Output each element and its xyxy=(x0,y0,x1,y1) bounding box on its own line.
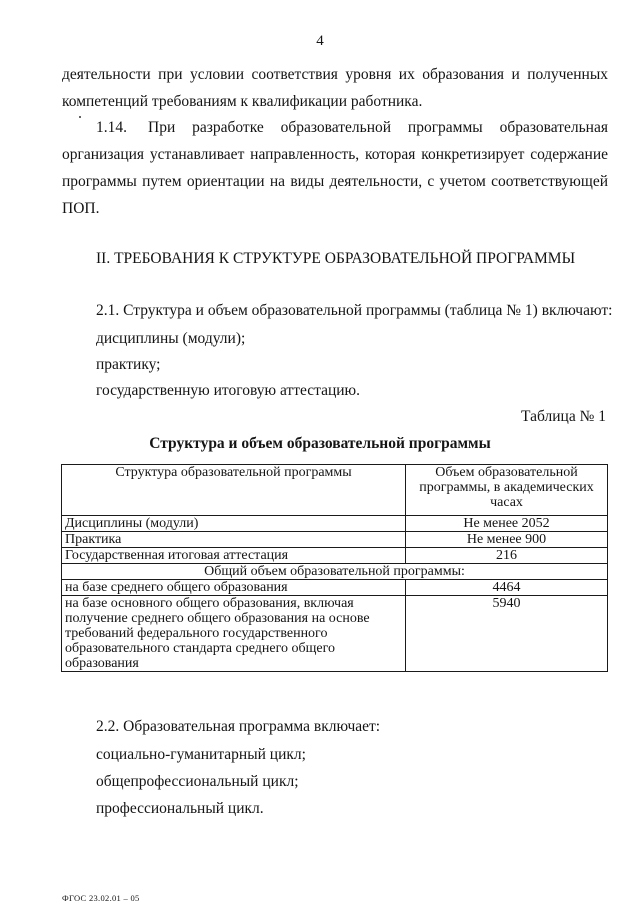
section-title: II. ТРЕБОВАНИЯ К СТРУКТУРЕ ОБРАЗОВАТЕЛЬНОЙ ПРОГРАММЫ xyxy=(96,250,576,267)
table-row xyxy=(62,580,608,596)
table-cell: Практика xyxy=(62,532,406,548)
list-item: профессиональный цикл. xyxy=(96,800,264,817)
scan-speck xyxy=(79,116,81,118)
table-cell: на базе среднего общего образования xyxy=(62,580,406,596)
header-cell: Объем образовательной программы, в академических часах xyxy=(406,465,608,516)
header-cell: Структура образовательной программы xyxy=(62,465,406,516)
list-item: государственную итоговую аттестацию. xyxy=(96,382,361,399)
table-cell: Не менее 2052 xyxy=(406,516,608,532)
table-title: Структура и объем образовательной программы xyxy=(149,435,491,452)
table-row xyxy=(62,596,608,672)
paragraph-line: компетенций требованиям к квалификации работника. xyxy=(62,93,423,110)
list-item: дисциплины (модули); xyxy=(96,330,246,347)
list-item: практику; xyxy=(96,356,161,373)
paragraph-line: 2.2. Образовательная программа включает: xyxy=(96,718,381,735)
paragraph-line: ПОП. xyxy=(62,200,100,217)
program-structure-table xyxy=(61,464,608,672)
table-cell: Общий объем образовательной программы: xyxy=(62,564,608,580)
table-row xyxy=(62,548,608,564)
table-cell: Не менее 900 xyxy=(406,532,608,548)
table-label: Таблица № 1 xyxy=(521,408,606,425)
table-cell: Государственная итоговая аттестация xyxy=(62,548,406,564)
table-cell: 216 xyxy=(406,548,608,564)
paragraph-line: программы путем ориентации на виды деятельности, с учетом соответствующей xyxy=(62,173,608,190)
paragraph-number: 1.14. xyxy=(96,119,127,136)
list-item: общепрофессиональный цикл; xyxy=(96,773,299,790)
page-number: 4 xyxy=(316,33,324,49)
table-cell: 4464 xyxy=(406,580,608,596)
table-header-row xyxy=(62,465,608,516)
table-total-row xyxy=(62,564,608,580)
table-cell: 5940 xyxy=(406,596,608,672)
paragraph-line: При разработке образовательной программы образовательная xyxy=(148,119,608,136)
table-cell: на базе основного общего образования, включая получение среднего общего образования на основе требований федерального государственного образовательного стандарта среднего общего образования xyxy=(62,596,406,672)
table-row xyxy=(62,516,608,532)
footer-code: ФГОС 23.02.01 – 05 xyxy=(62,893,140,903)
paragraph-line: 2.1. Структура и объем образовательной программы (таблица № 1) включают: xyxy=(96,302,613,319)
paragraph-line: деятельности при условии соответствия уровня их образования и полученных xyxy=(62,66,608,83)
table-cell: Дисциплины (модули) xyxy=(62,516,406,532)
list-item: социально-гуманитарный цикл; xyxy=(96,746,306,763)
paragraph-line: организация устанавливает направленность, которая конкретизирует содержание xyxy=(62,146,608,163)
table-row xyxy=(62,532,608,548)
